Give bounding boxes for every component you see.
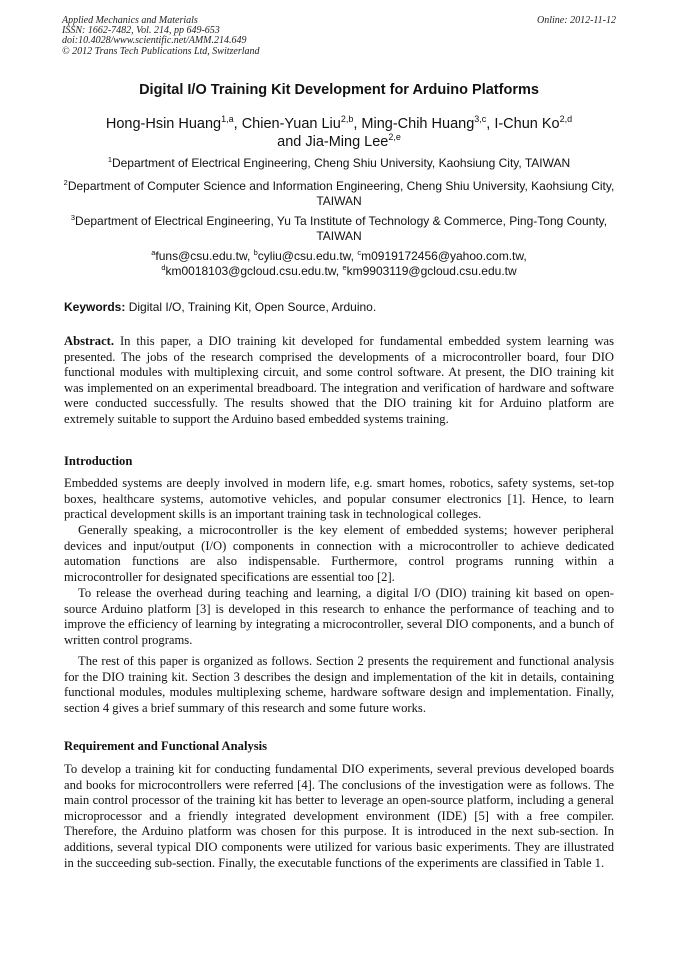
affiliation-text: Department of Electrical Engineering, Yu Ta Institute of Technology & Commerce, Ping-Tong County, TAIWAN (75, 214, 608, 243)
author: Jia-Ming Lee (305, 134, 389, 150)
email: funs@csu.edu.tw, (155, 249, 251, 263)
author-list: Hong-Hsin Huang$^{1,a}$, Chien-Yuan Liu$^{2,b}$, Ming-Chih Huang$^{3,c}$, I-Chun Ko$^{2,d}$ and Jia-Ming Lee$^{2,e}$ (105, 114, 573, 150)
author: Ming-Chih Huang (361, 116, 475, 132)
email-sup: a (151, 248, 156, 257)
online-date: Online: 2012-11-12 (537, 15, 616, 26)
email-list (58, 249, 620, 279)
issn: ISSN: 1662-7482, Vol. 214, pp 649-653 (62, 25, 220, 37)
author: I-Chun Ko (494, 116, 560, 132)
keywords (64, 300, 624, 314)
abstract-label: Abstract. (64, 334, 115, 348)
affiliation-sup: 3 (70, 213, 76, 222)
author-sup: 2,b (340, 114, 354, 125)
author-sup: 2,d (559, 114, 573, 125)
body-paragraph: To develop a training kit for conducting fundamental DIO experiments, several previous developed boards and books for microcontrollers were referred [4]. The conclusions of the investigation were as follows. The main control processor of the training kit has better to leverage an open-source platform, including a general microprocessor and a friendly integrated development environment (IDE) [5] with a free compiler. Therefore, the Arduino platform was chosen for this purpose. It is introduced in the next sub-section. In additions, several typical DIO components were utilized for various basic experiments. They are illustrated in the succeeding sub-section. Finally, the executable functions of the experiments are classified in Table 1. (64, 762, 614, 870)
doi: doi:10.4028/www.scientific.net/AMM.214.649 (62, 35, 247, 47)
body-paragraph: The rest of this paper is organized as follows. Section 2 presents the requirement and functional analysis for the DIO training kit. Section 3 describes the design and implementation of the kit in details, containing functional modules, modules multiplexing scheme, hardware software design and implementation. Finally, section 4 gives a brief summary of this research and some future works. (64, 654, 614, 715)
affiliation (58, 214, 620, 243)
email-sup: e (342, 263, 347, 272)
affiliation-sup: 1 (107, 155, 112, 164)
author-sup: 1,a (221, 114, 234, 125)
author-sup: 3,c (474, 114, 487, 125)
body-paragraph: Generally speaking, a microcontroller is the key element of embedded systems; however peripheral devices and input/output (I/O) components in connection with a microcontroller to achieve dedicated automation functions are also indispensable. Furthermore, control programs running within a microcontroller for designated specifications are essential too [2]. (64, 523, 614, 584)
journal-header (62, 16, 616, 57)
paper-title: Digital I/O Training Kit Development for Arduino Platforms (139, 82, 539, 98)
abstract (64, 334, 614, 428)
authors-and: and (277, 134, 302, 150)
keywords-label: Keywords: (64, 300, 126, 314)
email-sup: c (357, 248, 362, 257)
keywords-text: Digital I/O, Training Kit, Open Source, Arduino. (128, 300, 377, 314)
author: Hong-Hsin Huang (105, 116, 222, 132)
journal-name: Applied Mechanics and Materials (62, 15, 198, 26)
email-sup: d (161, 263, 166, 272)
copyright: © 2012 Trans Tech Publications Ltd, Switzerland (62, 45, 260, 57)
author: Chien-Yuan Liu (241, 116, 341, 132)
section-heading-requirement: Requirement and Functional Analysis (64, 739, 268, 753)
affiliation (58, 179, 620, 208)
email: cyliu@csu.edu.tw, (257, 249, 355, 263)
affiliation-sup: 2 (63, 178, 68, 187)
email: km0018103@gcloud.csu.edu.tw, (165, 264, 340, 278)
body-paragraph: To release the overhead during teaching and learning, a digital I/O (DIO) training kit based on open-source Arduino platform [3] is developed in this research to enhance the performance of teaching and to improve the efficiency of learning by integrating a microcontroller, several DIO components, and a bunch of written control programs. (64, 586, 614, 647)
author-sup: 2,e (388, 132, 401, 143)
affiliation (58, 156, 620, 171)
affiliation-text: Department of Computer Science and Information Engineering, Cheng Shiu University, Kaohsiung City, TAIWAN (67, 179, 615, 208)
email: m0919172456@yahoo.com.tw, (361, 249, 527, 263)
email-sup: b (253, 248, 258, 257)
email: km9903119@gcloud.csu.edu.tw (346, 264, 517, 278)
body-paragraph: Embedded systems are deeply involved in modern life, e.g. smart homes, robotics, safety systems, set-top boxes, healthcare systems, automotive vehicles, and popular consumer electronics [1]. Hence, to learn practical development skills is an important training task in technological colleges. (64, 476, 614, 522)
affiliation-text: Department of Electrical Engineering, Cheng Shiu University, Kaohsiung City, TAIWAN (111, 156, 571, 170)
abstract-text: In this paper, a DIO training kit developed for fundamental embedded system learning was presented. The jobs of the research comprised the developments of a microcontroller board, four DIO functional modules with multiplexing circuit, and some control software. At present, the DIO training kit was implemented on an experimental breadboard. The integration and verification of hardware and software were conducted successfully. The results showed that the DIO training kit for Arduino platform are extremely suitable to support the Arduino based embedded systems training. (64, 334, 614, 426)
section-heading-introduction: Introduction (64, 454, 133, 468)
